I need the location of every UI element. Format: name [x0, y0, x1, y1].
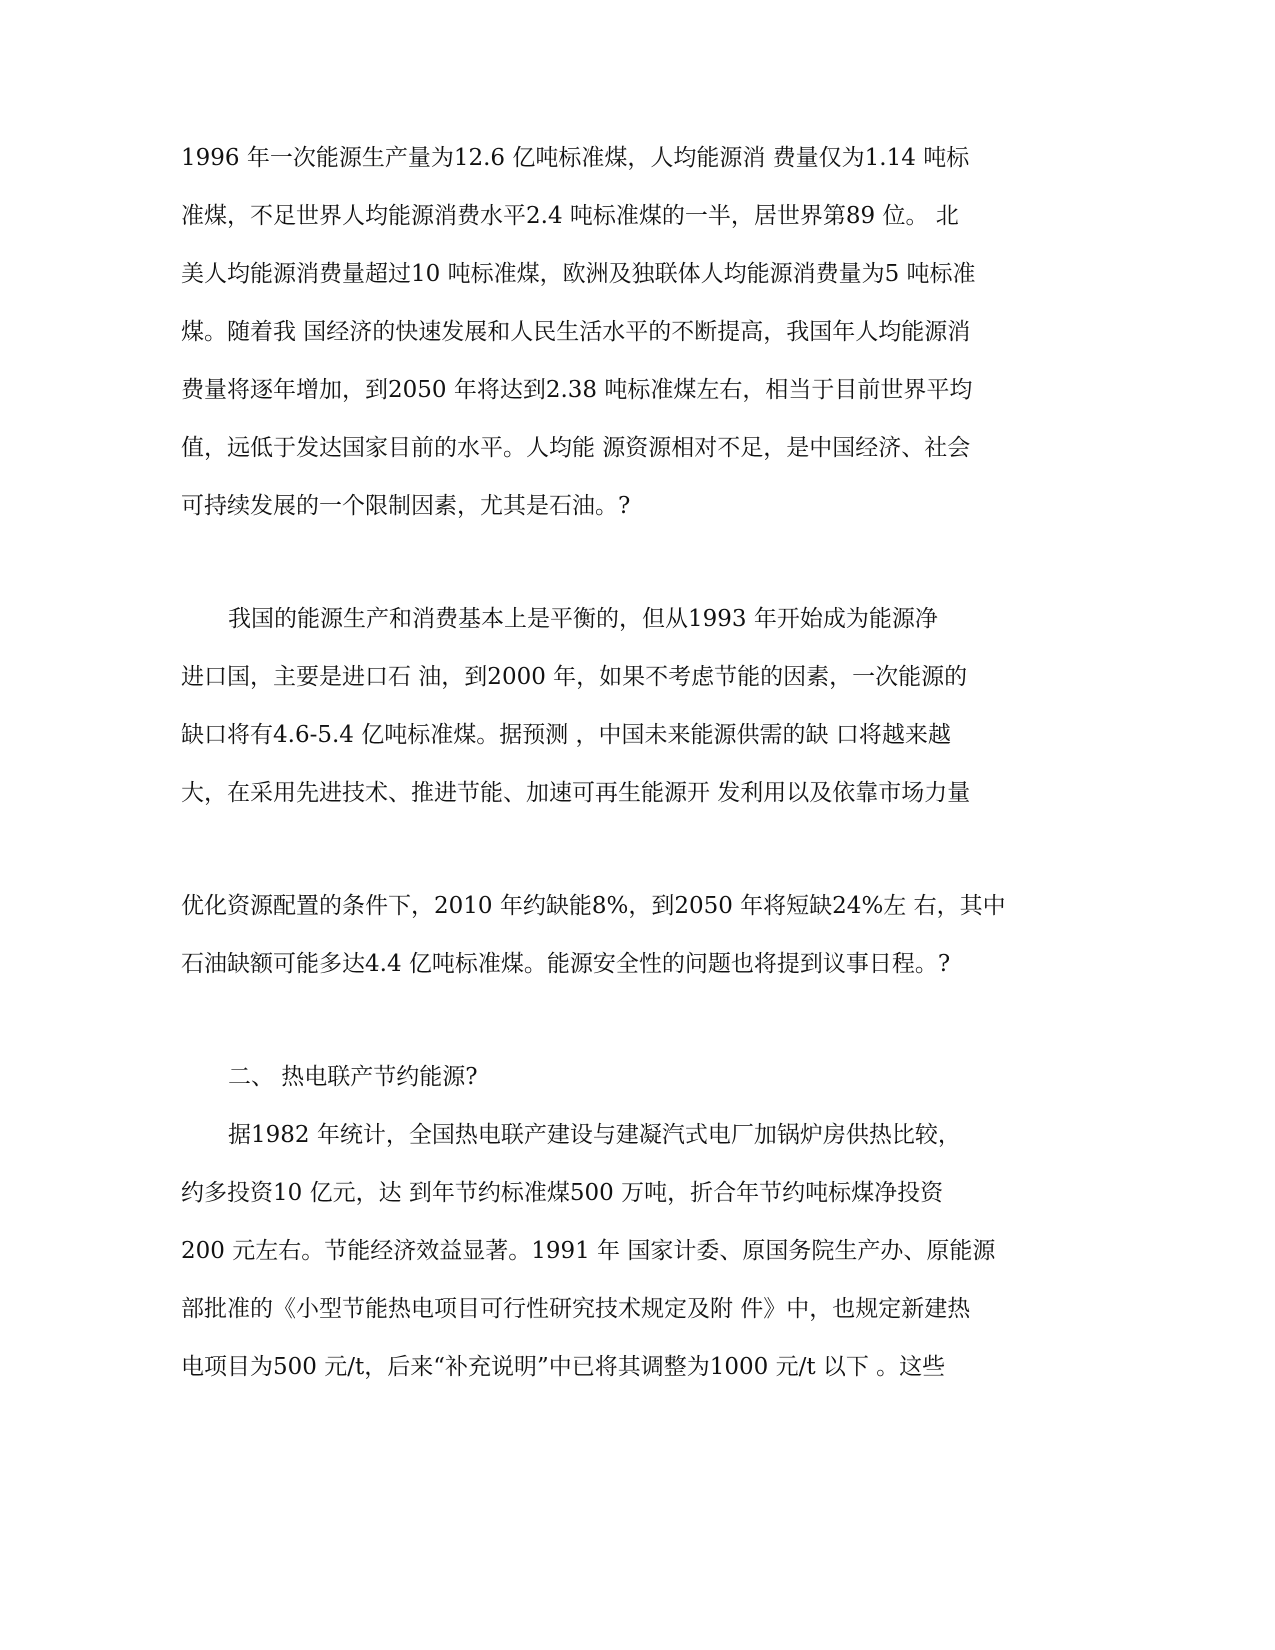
text-line: 我国的能源生产和消费基本上是平衡的，但从1993 年开始成为能源净: [228, 606, 938, 632]
text-line: 200 元左右。节能经济效益显著。1991 年 国家计委、原国务院生产办、原能源: [181, 1238, 996, 1264]
text-line: 缺口将有4.6-5.4 亿吨标准煤。据预测 ，中国未来能源供需的缺 口将越来越: [181, 722, 951, 748]
text-line: 费量将逐年增加，到2050 年将达到2.38 吨标准煤左右，相当于目前世界平均: [181, 377, 973, 403]
text-line: 电项目为500 元/t，后来“补充说明”中已将其调整为1000 元/t 以下 。这些: [181, 1354, 946, 1380]
text-line: 进口国，主要是进口石 油，到2000 年，如果不考虑节能的因素，一次能源的: [181, 664, 968, 690]
section-heading: 二、 热电联产节约能源?: [228, 1064, 478, 1090]
text-line: 据1982 年统计，全国热电联产建设与建凝汽式电厂加锅炉房供热比较，: [228, 1122, 961, 1148]
text-line: 1996 年一次能源生产量为12.6 亿吨标准煤，人均能源消 费量仅为1.14 吨标: [181, 145, 970, 171]
text-line: 部批准的《小型节能热电项目可行性研究技术规定及附 件》中，也规定新建热: [181, 1296, 971, 1322]
text-line: 约多投资10 亿元，达 到年节约标准煤500 万吨，折合年节约吨标煤净投资: [181, 1180, 944, 1206]
text-line: 优化资源配置的条件下，2010 年约缺能8%，到2050 年将短缺24%左 右，其中: [181, 893, 1006, 919]
text-line: 美人均能源消费量超过10 吨标准煤，欧洲及独联体人均能源消费量为5 吨标准: [181, 261, 976, 287]
text-line: 可持续发展的一个限制因素，尤其是石油。?: [181, 493, 631, 519]
text-line: 煤。随着我 国经济的快速发展和人民生活水平的不断提高，我国年人均能源消: [181, 319, 971, 345]
text-line: 准煤，不足世界人均能源消费水平2.4 吨标准煤的一半，居世界第89 位。 北: [181, 203, 959, 229]
text-line: 石油缺额可能多达4.4 亿吨标准煤。能源安全性的问题也将提到议事日程。?: [181, 951, 951, 977]
text-line: 值，远低于发达国家目前的水平。人均能 源资源相对不足，是中国经济、社会: [181, 435, 971, 461]
text-line: 大，在采用先进技术、推进节能、加速可再生能源开 发利用以及依靠市场力量: [181, 780, 971, 806]
